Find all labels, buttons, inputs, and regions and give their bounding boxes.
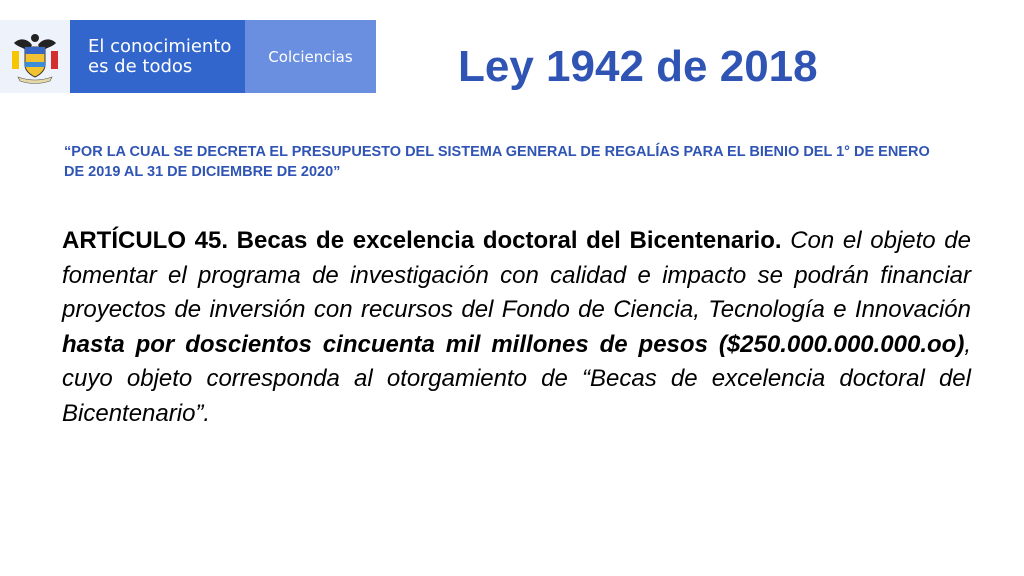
slogan-block: [70, 20, 245, 93]
agency-block: [245, 20, 376, 93]
slogan-line-1: El conocimiento: [88, 35, 232, 57]
colombia-coat-of-arms-icon: [10, 29, 60, 85]
header-banner: [0, 20, 376, 93]
article-heading: ARTÍCULO 45. Becas de excelencia doctoral del Bicentenario.: [62, 227, 782, 254]
article-body-part-1: Con el objeto de fomentar el programa de investigación con calidad e impacto se podrán financiar proyectos de inversión con recursos del Fondo de Ciencia, Tecnología e Innovación: [62, 227, 971, 323]
slogan-line-2: es de todos: [88, 55, 193, 77]
article-amount: hasta por doscientos cincuenta mil millones de pesos ($250.000.000.000.oo): [62, 330, 965, 358]
article-text: [62, 224, 971, 431]
article-body-part-2: , cuyo objeto corresponda al otorgamiento de “Becas de excelencia doctoral del Bicentenario”.: [62, 330, 971, 427]
crest-container: [0, 20, 70, 93]
law-subtitle: “POR LA CUAL SE DECRETA EL PRESUPUESTO DEL SISTEMA GENERAL DE REGALÍAS PARA EL BIENIO DEL 1° DE ENERO DE 2019 AL 31 DE DICIEMBRE DE 2020”: [64, 144, 930, 180]
page-title: Ley 1942 de 2018: [458, 42, 818, 91]
agency-name: Colciencias: [268, 47, 353, 66]
